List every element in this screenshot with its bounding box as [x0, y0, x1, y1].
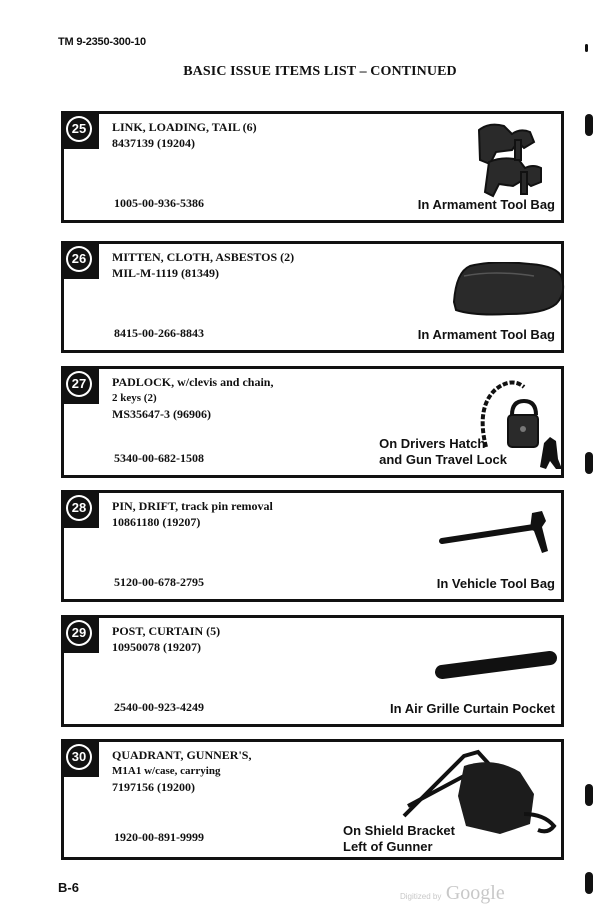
- item-number: 26: [68, 248, 90, 270]
- item-part-number: MIL-M-1119 (81349): [112, 266, 219, 280]
- location-line: In Armament Tool Bag: [417, 197, 555, 212]
- tm-number: TM 9-2350-300-10: [58, 36, 146, 48]
- item-number: 25: [68, 118, 90, 140]
- watermark-prefix: Digitized by: [400, 892, 442, 901]
- item-nsn: 1920-00-891-9999: [114, 830, 204, 844]
- item-description: [112, 747, 251, 795]
- item-number-badge: [61, 111, 99, 149]
- location-line: In Vehicle Tool Bag: [436, 576, 555, 591]
- item-29: [61, 615, 564, 727]
- location-line: In Air Grille Curtain Pocket: [390, 701, 555, 716]
- item-part-number: 10950078 (19207): [112, 640, 201, 654]
- item-number-badge: [61, 490, 99, 528]
- gunner-quadrant-icon: [394, 746, 560, 838]
- item-number-badge: [61, 241, 99, 279]
- item-nsn: 5340-00-682-1508: [114, 451, 204, 465]
- item-description: [112, 249, 294, 281]
- item-quantity: 2 keys (2): [112, 392, 157, 404]
- item-location: [418, 327, 555, 343]
- page-title: BASIC ISSUE ITEMS LIST – CONTINUED: [183, 64, 457, 79]
- item-location: [390, 701, 555, 717]
- item-number-badge: [61, 615, 99, 653]
- item-number-badge: [61, 366, 99, 404]
- item-27: [61, 366, 564, 478]
- page-number: B-6: [58, 880, 79, 895]
- item-part-number: 10861180 (19207): [112, 515, 201, 529]
- location-line: In Armament Tool Bag: [417, 327, 555, 342]
- digitized-watermark: [400, 882, 505, 905]
- item-number: 30: [68, 746, 90, 768]
- item-name: PIN, DRIFT, track pin removal: [112, 499, 273, 513]
- binding-mark: [585, 452, 593, 474]
- item-number: 29: [68, 622, 90, 644]
- item-name: MITTEN, CLOTH, ASBESTOS (2): [112, 250, 295, 264]
- binding-mark: [585, 872, 593, 894]
- location-line: and Gun Travel Lock: [379, 452, 507, 467]
- item-part-number: 7197156 (19200): [112, 780, 195, 794]
- item-model: M1A1 w/case, carrying: [112, 765, 221, 777]
- location-line: Left of Gunner: [343, 839, 433, 854]
- item-nsn: 1005-00-936-5386: [114, 196, 204, 210]
- binding-mark: [585, 114, 593, 136]
- loading-link-icon: [459, 120, 549, 200]
- item-description: [112, 498, 273, 530]
- item-25: [61, 111, 564, 223]
- item-nsn: 5120-00-678-2795: [114, 575, 204, 589]
- item-part-number: 8437139 (19204): [112, 136, 195, 150]
- curtain-post-icon: [432, 648, 560, 682]
- binding-mark: [585, 784, 593, 806]
- item-nsn: 2540-00-923-4249: [114, 700, 204, 714]
- item-name: QUADRANT, GUNNER'S,: [112, 748, 252, 762]
- item-26: [61, 241, 564, 353]
- item-part-number: MS35647-3 (96906): [112, 407, 211, 421]
- watermark-brand: Google: [445, 882, 505, 904]
- location-line: On Drivers Hatch: [379, 436, 486, 451]
- drift-pin-icon: [436, 507, 556, 557]
- item-nsn: 8415-00-266-8843: [114, 326, 204, 340]
- item-number-badge: [61, 739, 99, 777]
- item-description: [112, 374, 273, 422]
- item-description: [112, 623, 220, 655]
- item-location: [437, 576, 555, 592]
- item-28: [61, 490, 564, 602]
- item-description: [112, 119, 257, 151]
- item-name: LINK, LOADING, TAIL (6): [112, 120, 257, 134]
- item-number: 27: [68, 373, 90, 395]
- item-name: POST, CURTAIN (5): [112, 624, 221, 638]
- item-number: 28: [68, 497, 90, 519]
- binding-mark: [585, 44, 588, 52]
- location-line: On Shield Bracket: [343, 823, 455, 838]
- padlock-icon: [472, 375, 564, 473]
- item-30: [61, 739, 564, 860]
- mitten-icon: [446, 262, 566, 324]
- item-name: PADLOCK, w/clevis and chain,: [112, 375, 274, 389]
